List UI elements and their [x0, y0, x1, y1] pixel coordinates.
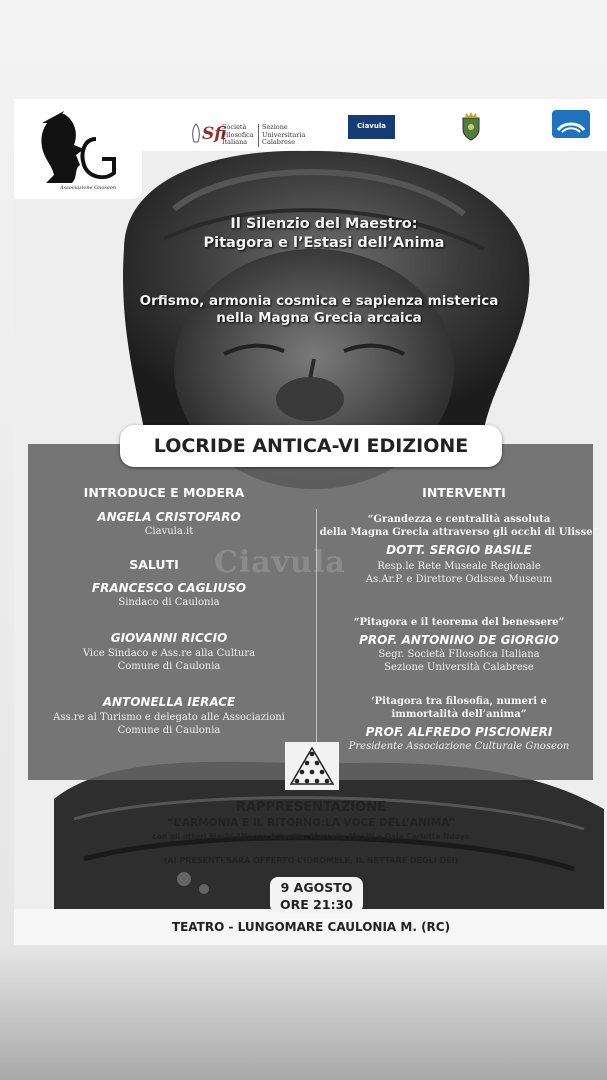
rappresentazione-heading: RAPPRESENTAZIONE: [235, 800, 387, 815]
sfi-emblem-icon: [190, 122, 202, 148]
talk-speaker-name: DOTT. SERGIO BASILE: [386, 543, 532, 557]
event-title: [174, 215, 474, 253]
moderator-role: Ciavula.it: [144, 526, 194, 537]
event-subtitle-line1: Orfismo, armonia cosmica e sapienza misterica: [139, 293, 499, 309]
speaker-org: Comune di Caulonia: [117, 725, 221, 736]
event-time: ORE 21:30: [280, 897, 353, 912]
caulonia-crest-icon: [460, 111, 482, 141]
talk-title-cont: immortalità dell’anima”: [391, 709, 527, 720]
blue-flag-icon: [552, 110, 590, 138]
talk-speaker-role: As.Ar.P. e Direttore Odissea Museum: [365, 574, 553, 585]
tetractys-icon: [285, 742, 339, 790]
event-subtitle-line2: nella Magna Grecia arcaica: [216, 310, 422, 326]
association-logo: [34, 109, 130, 191]
talk-speaker-role: Resp.le Rete Museale Regionale: [377, 561, 541, 572]
talk-title: “Grandezza e centralità assoluta: [367, 514, 551, 525]
speaker-org: Comune di Caulonia: [117, 661, 221, 672]
offer-note: (AI PRESENTI SARÀ OFFERTO L’IDROMELE, IL NETTARE DEGLI DÈI): [163, 856, 459, 865]
talk-speaker-role: Sezione Università Calabrese: [384, 662, 534, 673]
speaker-name: GIOVANNI RICCIO: [110, 631, 228, 645]
sfi-logo: [190, 122, 306, 150]
saluti-heading: SALUTI: [129, 557, 179, 572]
talk-speaker-name: PROF. ANTONINO DE GIORGIO: [359, 633, 559, 647]
event-date: 9 AGOSTO: [280, 880, 353, 895]
association-logo-text: Associazione Gnoseon: [60, 185, 117, 191]
introduce-heading: INTRODUCE E MODERA: [83, 485, 245, 500]
talk-title-cont: della Magna Grecia attraverso gli occhi di Ulisse”: [319, 527, 599, 538]
talk-speaker-name: PROF. ALFREDO PISCIONERI: [365, 725, 553, 739]
speaker-role: Sindaco di Caulonia: [118, 597, 220, 608]
event-venue: TEATRO - LUNGOMARE CAULONIA M. (RC): [171, 920, 451, 934]
speaker-role: Vice Sindaco e Ass.re alla Cultura: [82, 648, 256, 659]
speaker-role: Ass.re al Turismo e delegato alle Associazioni: [53, 712, 285, 723]
sfi-section-text: Sezione Universitaria Calabrese: [258, 124, 298, 147]
edition-badge: LOCRIDE ANTICA-VI EDIZIONE: [120, 425, 502, 467]
talk-speaker-role: Segr. Società FIlosofica Italiana: [378, 649, 540, 660]
talk-title: ‘Pitagora tra filosofia, numeri e: [371, 696, 547, 707]
event-title-line1: Il Silenzio del Maestro:: [230, 216, 418, 232]
interventi-heading: INTERVENTI: [422, 485, 506, 500]
speaker-name: ANTONELLA IERACE: [102, 695, 236, 709]
ciavula-logo: [348, 115, 395, 139]
talk-title: “Pitagora e il teorema del benessere”: [353, 617, 565, 628]
sfi-logo-mark: Sfi: [202, 124, 227, 144]
event-poster: [14, 99, 607, 945]
sfi-logo-text: Società Filosofica Italiana: [222, 123, 254, 146]
watermark: Ciavula: [214, 545, 346, 580]
play-actors: con gli attori Mario Alfonso Altavilla, Marcella Mesiti e Gaia Carlotta Ndoye: [152, 832, 470, 841]
moderator-name: ANGELA CRISTOFARO: [97, 510, 241, 524]
event-subtitle: [119, 293, 519, 327]
play-title: “L’ARMONIA E IL RITORNO:LA VOCE DELL’ANIMA”: [166, 817, 456, 829]
speaker-name: FRANCESCO CAGLIUSO: [91, 581, 247, 595]
talk-speaker-role: Presidente Associazione Culturale Gnoseon: [348, 741, 570, 752]
ciavula-logo-text: Ciavula: [357, 122, 386, 130]
event-title-line2: Pitagora e l’Estasi dell’Anima: [203, 235, 445, 251]
